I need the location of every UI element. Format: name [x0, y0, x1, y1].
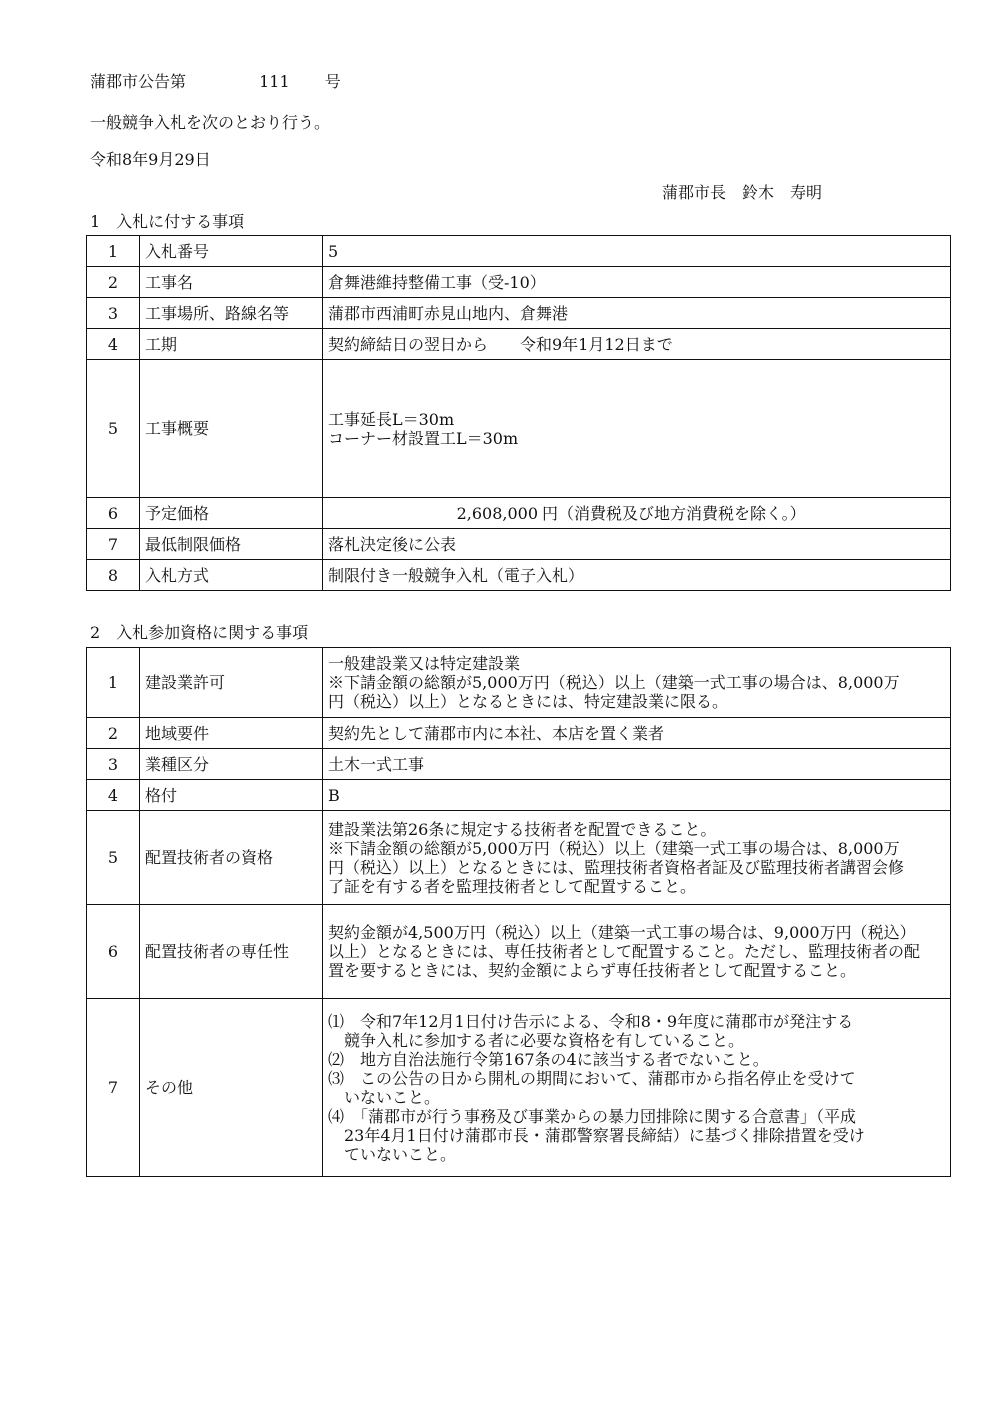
- row-number: 1: [87, 648, 140, 718]
- section2-table: [86, 647, 951, 1177]
- notice-prefix: 蒲郡市公告第: [90, 72, 187, 91]
- table-row: [87, 648, 951, 718]
- value-line: ⑴ 令和7年12月1日付け告示による、令和8・9年度に蒲郡市が発注する: [328, 1011, 854, 1031]
- row-number: 7: [87, 999, 140, 1177]
- row-number: 5: [87, 360, 140, 498]
- row-label: 業種区分: [140, 749, 323, 780]
- value-line: 5: [328, 241, 339, 261]
- row-label: 入札方式: [140, 560, 323, 591]
- value-line: ⑷ 「蒲郡市が行う事務及び事業からの暴力団排除に関する合意書」（平成: [328, 1106, 857, 1126]
- row-label: 建設業許可: [140, 648, 323, 718]
- row-number: 2: [87, 718, 140, 749]
- row-number: 3: [87, 749, 140, 780]
- price-note: 円（消費税及び地方消費税を除く。）: [542, 503, 806, 523]
- table-row: [87, 329, 951, 360]
- value-line: 以上）となるときには、専任技術者として配置すること。ただし、監理技術者の配: [328, 942, 921, 961]
- row-number: 8: [87, 560, 140, 591]
- row-value: [323, 267, 951, 298]
- value-line: 円（税込）以上）となるときには、監理技術者資格者証及び監理技術者講習会修: [328, 857, 905, 877]
- row-label: 配置技術者の専任性: [140, 905, 323, 999]
- row-label: 予定価格: [140, 498, 323, 529]
- notice-suffix: 号: [324, 72, 341, 91]
- value-line: 円（税込）以上）となるときには、特定建設業に限る。: [328, 692, 729, 711]
- value-line: 契約先として蒲郡市内に本社、本店を置く業者: [328, 723, 665, 743]
- table-row: [87, 236, 951, 267]
- notice-intro: 一般競争入札を次のとおり行う。: [90, 113, 331, 132]
- value-line: ※下請金額の総額が5,000万円（税込）以上（建築一式工事の場合は、8,000万: [328, 673, 900, 692]
- value-line: 契約金額が4,500万円（税込）以上（建築一式工事の場合は、9,000万円（税込）: [328, 923, 916, 942]
- value-line: 倉舞港維持整備工事（受-10）: [328, 272, 546, 292]
- value-line: 蒲郡市西浦町赤見山地内、倉舞港: [328, 303, 569, 323]
- value-line: ※下請金額の総額が5,000万円（税込）以上（建築一式工事の場合は、8,000万: [328, 838, 900, 858]
- row-number: 4: [87, 780, 140, 811]
- value-line: 土木一式工事: [328, 754, 425, 774]
- value-line: いないこと。: [328, 1087, 441, 1107]
- value-line: 了証を有する者を監理技術者として配置すること。: [328, 876, 697, 896]
- row-number: 6: [87, 905, 140, 999]
- value-line: 制限付き一般競争入札（電子入札）: [328, 565, 585, 585]
- value-line: コーナー材設置工L＝30m: [328, 428, 519, 448]
- row-label: 地域要件: [140, 718, 323, 749]
- row-value: [323, 811, 951, 905]
- row-number: 6: [87, 498, 140, 529]
- value-line: ⑵ 地方自治法施行令第167条の4に該当する者でないこと。: [328, 1049, 769, 1069]
- table-row: [87, 811, 951, 905]
- value-line: 建設業法第26条に規定する技術者を配置できること。: [328, 819, 717, 839]
- row-value: [323, 498, 951, 529]
- section1-table: [86, 235, 951, 591]
- table-row: [87, 529, 951, 560]
- table-row: [87, 905, 951, 999]
- notice-date: 令和8年9月29日: [90, 150, 211, 169]
- row-value: [323, 749, 951, 780]
- section2-heading: 2 入札参加資格に関する事項: [90, 623, 309, 642]
- table-row: [87, 749, 951, 780]
- row-value: [323, 560, 951, 591]
- value-line: B: [328, 785, 340, 805]
- value-line: 23年4月1日付け蒲郡市長・蒲郡警察署長締結）に基づく排除措置を受け: [328, 1125, 865, 1145]
- table-row: [87, 999, 951, 1177]
- value-line: ⑶ この公告の日から開札の期間において、蒲郡市から指名停止を受けて: [328, 1068, 856, 1088]
- row-number: 7: [87, 529, 140, 560]
- table-row: [87, 360, 951, 498]
- row-value: [323, 905, 951, 999]
- table-row: [87, 560, 951, 591]
- row-value: [323, 298, 951, 329]
- row-value: [323, 529, 951, 560]
- row-label: 最低制限価格: [140, 529, 323, 560]
- table-row: [87, 298, 951, 329]
- row-number: 2: [87, 267, 140, 298]
- row-number: 1: [87, 236, 140, 267]
- price-value: [328, 504, 945, 523]
- value-line: 契約締結日の翌日から 令和9年1月12日まで: [328, 334, 673, 354]
- value-line: 工事延長L＝30m: [328, 409, 455, 429]
- row-label: 工事概要: [140, 360, 323, 498]
- price-amount: 2,608,000: [456, 503, 538, 523]
- row-number: 3: [87, 298, 140, 329]
- row-value: [323, 648, 951, 718]
- row-label: その他: [140, 999, 323, 1177]
- row-number: 5: [87, 811, 140, 905]
- table-row: [87, 718, 951, 749]
- row-value: [323, 780, 951, 811]
- row-label: 工事名: [140, 267, 323, 298]
- value-line: 落札決定後に公表: [328, 534, 457, 554]
- row-label: 工期: [140, 329, 323, 360]
- row-value: [323, 236, 951, 267]
- section1-heading: 1 入札に付する事項: [90, 212, 245, 231]
- notice-number: 111: [259, 72, 290, 91]
- value-line: 競争入札に参加する者に必要な資格を有していること。: [328, 1030, 745, 1050]
- row-label: 配置技術者の資格: [140, 811, 323, 905]
- row-number: 4: [87, 329, 140, 360]
- value-line: ていないこと。: [328, 1144, 457, 1164]
- value-line: 置を要するときには、契約金額によらず専任技術者として配置すること。: [328, 961, 857, 980]
- table-row: [87, 267, 951, 298]
- row-label: 格付: [140, 780, 323, 811]
- row-label: 入札番号: [140, 236, 323, 267]
- row-value: [323, 360, 951, 498]
- notice-number-line: [90, 72, 341, 92]
- table-row: [87, 498, 951, 529]
- table-row: [87, 780, 951, 811]
- row-label: 工事場所、路線名等: [140, 298, 323, 329]
- value-line: 一般建設業又は特定建設業: [328, 654, 521, 673]
- row-value: [323, 999, 951, 1177]
- row-value: [323, 718, 951, 749]
- row-value: [323, 329, 951, 360]
- notice-issuer: 蒲郡市長 鈴木 寿明: [662, 183, 823, 202]
